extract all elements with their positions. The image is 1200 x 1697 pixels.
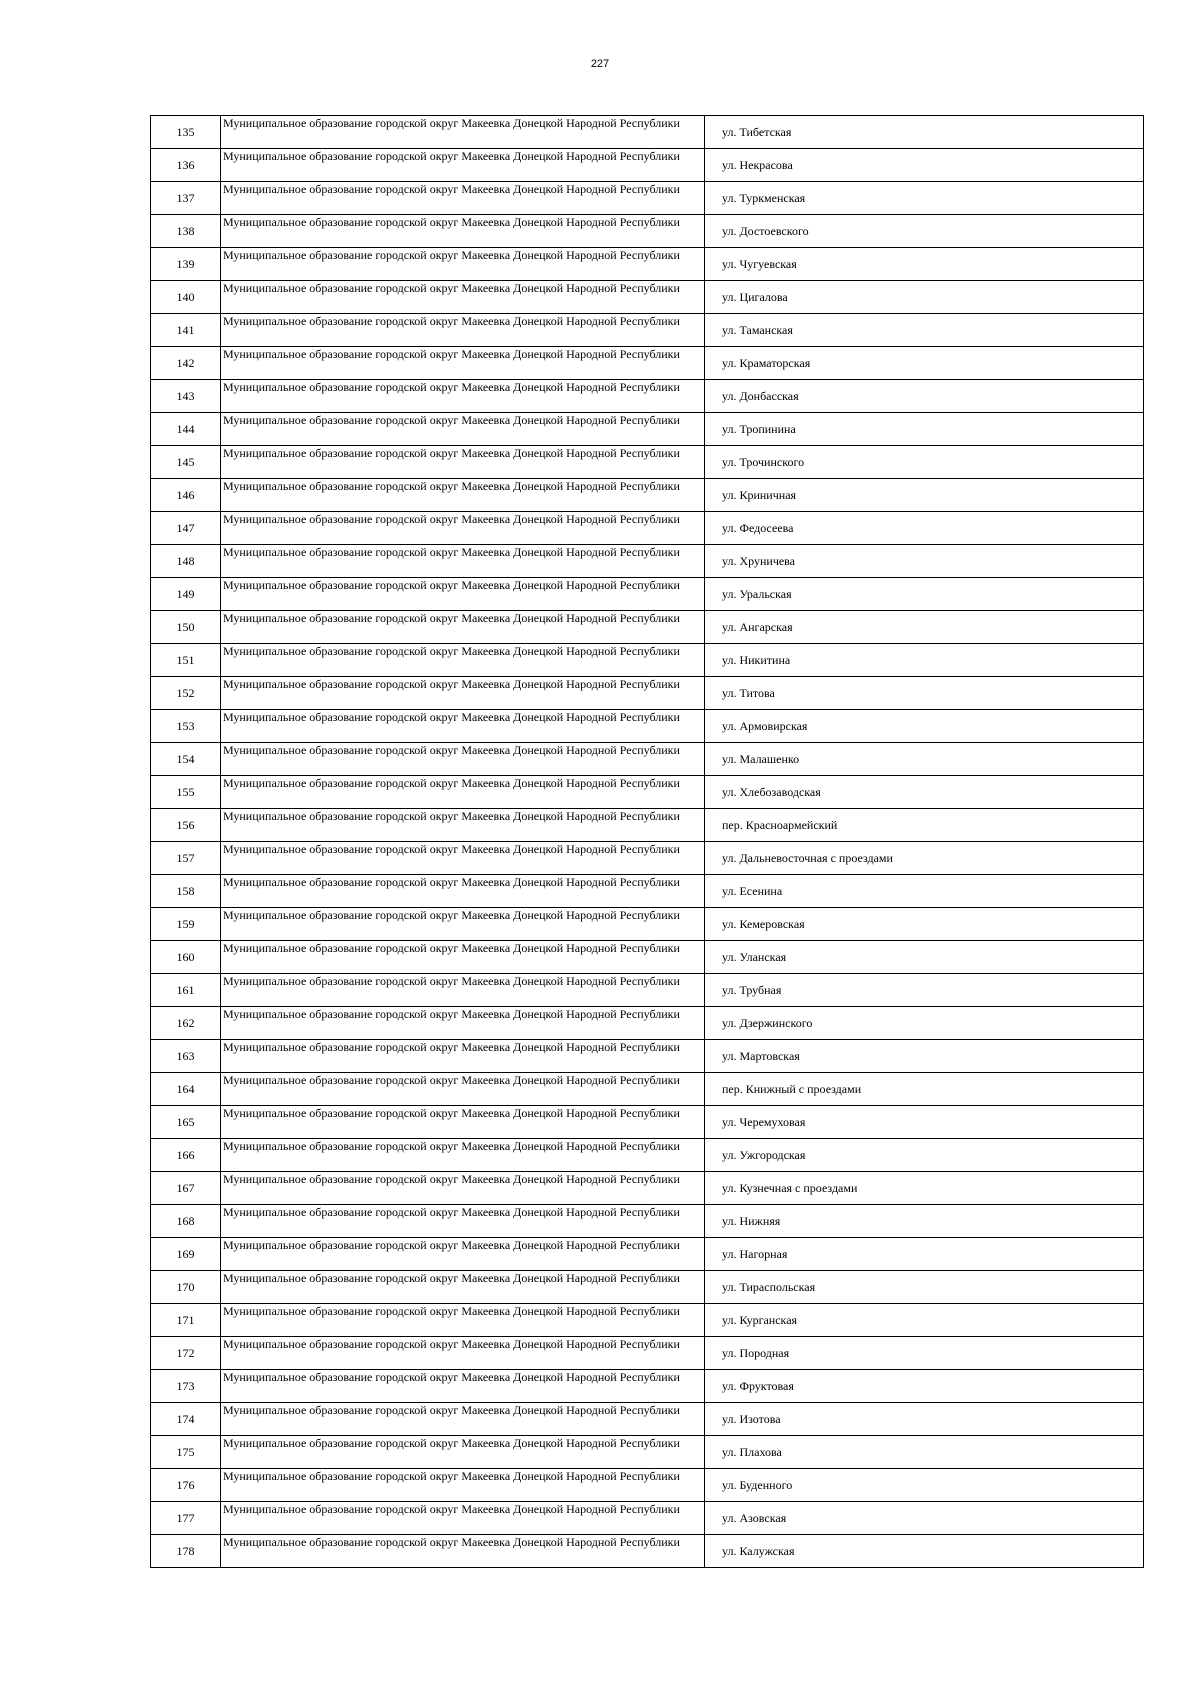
- municipality-cell: Муниципальное образование городской округ Макеевка Донецкой Народной Республики: [221, 479, 705, 512]
- row-number-cell: 175: [151, 1436, 221, 1469]
- street-cell: ул. Хруничева: [705, 545, 1144, 578]
- row-number-cell: 151: [151, 644, 221, 677]
- table-row: [151, 908, 1144, 941]
- street-cell: ул. Некрасова: [705, 149, 1144, 182]
- street-cell: ул. Породная: [705, 1337, 1144, 1370]
- municipality-cell: Муниципальное образование городской округ Макеевка Донецкой Народной Республики: [221, 1007, 705, 1040]
- table-row: [151, 182, 1144, 215]
- row-number-cell: 161: [151, 974, 221, 1007]
- row-number-cell: 167: [151, 1172, 221, 1205]
- municipality-cell: Муниципальное образование городской округ Макеевка Донецкой Народной Республики: [221, 578, 705, 611]
- row-number-cell: 145: [151, 446, 221, 479]
- table-row: [151, 1205, 1144, 1238]
- municipality-cell: Муниципальное образование городской округ Макеевка Донецкой Народной Республики: [221, 941, 705, 974]
- street-cell: ул. Краматорская: [705, 347, 1144, 380]
- table-row: [151, 479, 1144, 512]
- row-number-cell: 155: [151, 776, 221, 809]
- row-number-cell: 139: [151, 248, 221, 281]
- table-row: [151, 1469, 1144, 1502]
- row-number-cell: 174: [151, 1403, 221, 1436]
- streets-table: [150, 115, 1144, 1568]
- table-row: [151, 1535, 1144, 1568]
- street-cell: ул. Дзержинского: [705, 1007, 1144, 1040]
- municipality-cell: Муниципальное образование городской округ Макеевка Донецкой Народной Республики: [221, 1403, 705, 1436]
- row-number-cell: 138: [151, 215, 221, 248]
- table-row: [151, 413, 1144, 446]
- table-row: [151, 314, 1144, 347]
- table-row: [151, 1139, 1144, 1172]
- row-number-cell: 168: [151, 1205, 221, 1238]
- table-row: [151, 1040, 1144, 1073]
- row-number-cell: 170: [151, 1271, 221, 1304]
- street-cell: ул. Трубная: [705, 974, 1144, 1007]
- municipality-cell: Муниципальное образование городской округ Макеевка Донецкой Народной Республики: [221, 908, 705, 941]
- table-row: [151, 347, 1144, 380]
- municipality-cell: Муниципальное образование городской округ Макеевка Донецкой Народной Республики: [221, 1106, 705, 1139]
- table-row: [151, 842, 1144, 875]
- street-cell: ул. Тираспольская: [705, 1271, 1144, 1304]
- row-number-cell: 144: [151, 413, 221, 446]
- table-row: [151, 281, 1144, 314]
- row-number-cell: 160: [151, 941, 221, 974]
- municipality-cell: Муниципальное образование городской округ Макеевка Донецкой Народной Республики: [221, 1205, 705, 1238]
- municipality-cell: Муниципальное образование городской округ Макеевка Донецкой Народной Республики: [221, 1337, 705, 1370]
- street-cell: ул. Малашенко: [705, 743, 1144, 776]
- municipality-cell: Муниципальное образование городской округ Макеевка Донецкой Народной Республики: [221, 842, 705, 875]
- street-cell: ул. Фруктовая: [705, 1370, 1144, 1403]
- row-number-cell: 162: [151, 1007, 221, 1040]
- table-row: [151, 1073, 1144, 1106]
- table-body: [151, 116, 1144, 1568]
- row-number-cell: 157: [151, 842, 221, 875]
- row-number-cell: 165: [151, 1106, 221, 1139]
- table-row: [151, 1106, 1144, 1139]
- table-row: [151, 809, 1144, 842]
- row-number-cell: 176: [151, 1469, 221, 1502]
- municipality-cell: Муниципальное образование городской округ Макеевка Донецкой Народной Республики: [221, 314, 705, 347]
- table-row: [151, 776, 1144, 809]
- municipality-cell: Муниципальное образование городской округ Макеевка Донецкой Народной Республики: [221, 248, 705, 281]
- table-row: [151, 149, 1144, 182]
- table-row: [151, 1370, 1144, 1403]
- table-row: [151, 1337, 1144, 1370]
- municipality-cell: Муниципальное образование городской округ Макеевка Донецкой Народной Республики: [221, 1370, 705, 1403]
- municipality-cell: Муниципальное образование городской округ Макеевка Донецкой Народной Республики: [221, 1436, 705, 1469]
- table-row: [151, 1436, 1144, 1469]
- municipality-cell: Муниципальное образование городской округ Макеевка Донецкой Народной Республики: [221, 809, 705, 842]
- street-cell: ул. Буденного: [705, 1469, 1144, 1502]
- street-cell: ул. Таманская: [705, 314, 1144, 347]
- street-cell: ул. Азовская: [705, 1502, 1144, 1535]
- street-cell: ул. Есенина: [705, 875, 1144, 908]
- row-number-cell: 150: [151, 611, 221, 644]
- row-number-cell: 164: [151, 1073, 221, 1106]
- table-row: [151, 1172, 1144, 1205]
- municipality-cell: Муниципальное образование городской округ Макеевка Донецкой Народной Республики: [221, 1502, 705, 1535]
- municipality-cell: Муниципальное образование городской округ Макеевка Донецкой Народной Республики: [221, 545, 705, 578]
- table-row: [151, 644, 1144, 677]
- municipality-cell: Муниципальное образование городской округ Макеевка Донецкой Народной Республики: [221, 380, 705, 413]
- row-number-cell: 148: [151, 545, 221, 578]
- table-row: [151, 248, 1144, 281]
- municipality-cell: Муниципальное образование городской округ Макеевка Донецкой Народной Республики: [221, 1271, 705, 1304]
- row-number-cell: 152: [151, 677, 221, 710]
- row-number-cell: 178: [151, 1535, 221, 1568]
- street-cell: ул. Никитина: [705, 644, 1144, 677]
- street-cell: ул. Черемуховая: [705, 1106, 1144, 1139]
- municipality-cell: Муниципальное образование городской округ Макеевка Донецкой Народной Республики: [221, 1139, 705, 1172]
- table-row: [151, 1007, 1144, 1040]
- page-number: 227: [590, 58, 610, 70]
- street-cell: ул. Уральская: [705, 578, 1144, 611]
- table-row: [151, 545, 1144, 578]
- street-cell: ул. Чугуевская: [705, 248, 1144, 281]
- street-cell: ул. Ужгородская: [705, 1139, 1144, 1172]
- row-number-cell: 140: [151, 281, 221, 314]
- municipality-cell: Муниципальное образование городской округ Макеевка Донецкой Народной Республики: [221, 743, 705, 776]
- table-row: [151, 512, 1144, 545]
- row-number-cell: 177: [151, 1502, 221, 1535]
- municipality-cell: Муниципальное образование городской округ Макеевка Донецкой Народной Республики: [221, 512, 705, 545]
- row-number-cell: 166: [151, 1139, 221, 1172]
- street-cell: ул. Нагорная: [705, 1238, 1144, 1271]
- row-number-cell: 146: [151, 479, 221, 512]
- row-number-cell: 169: [151, 1238, 221, 1271]
- street-cell: ул. Ангарская: [705, 611, 1144, 644]
- row-number-cell: 143: [151, 380, 221, 413]
- municipality-cell: Муниципальное образование городской округ Макеевка Донецкой Народной Республики: [221, 281, 705, 314]
- municipality-cell: Муниципальное образование городской округ Макеевка Донецкой Народной Республики: [221, 1073, 705, 1106]
- municipality-cell: Муниципальное образование городской округ Макеевка Донецкой Народной Республики: [221, 611, 705, 644]
- row-number-cell: 172: [151, 1337, 221, 1370]
- street-cell: ул. Криничная: [705, 479, 1144, 512]
- street-cell: ул. Трочинского: [705, 446, 1144, 479]
- municipality-cell: Муниципальное образование городской округ Макеевка Донецкой Народной Республики: [221, 215, 705, 248]
- table-row: [151, 578, 1144, 611]
- municipality-cell: Муниципальное образование городской округ Макеевка Донецкой Народной Республики: [221, 875, 705, 908]
- municipality-cell: Муниципальное образование городской округ Макеевка Донецкой Народной Республики: [221, 446, 705, 479]
- row-number-cell: 159: [151, 908, 221, 941]
- row-number-cell: 163: [151, 1040, 221, 1073]
- row-number-cell: 147: [151, 512, 221, 545]
- street-cell: ул. Армовирская: [705, 710, 1144, 743]
- street-cell: ул. Уланская: [705, 941, 1144, 974]
- street-cell: ул. Цигалова: [705, 281, 1144, 314]
- row-number-cell: 156: [151, 809, 221, 842]
- municipality-cell: Муниципальное образование городской округ Макеевка Донецкой Народной Республики: [221, 149, 705, 182]
- street-cell: ул. Тибетская: [705, 116, 1144, 149]
- street-cell: ул. Донбасская: [705, 380, 1144, 413]
- table-row: [151, 710, 1144, 743]
- row-number-cell: 153: [151, 710, 221, 743]
- municipality-cell: Муниципальное образование городской округ Макеевка Донецкой Народной Республики: [221, 182, 705, 215]
- table-row: [151, 1403, 1144, 1436]
- street-cell: ул. Плахова: [705, 1436, 1144, 1469]
- street-cell: ул. Титова: [705, 677, 1144, 710]
- table-row: [151, 974, 1144, 1007]
- table-row: [151, 743, 1144, 776]
- street-cell: ул. Калужская: [705, 1535, 1144, 1568]
- municipality-cell: Муниципальное образование городской округ Макеевка Донецкой Народной Республики: [221, 776, 705, 809]
- street-cell: ул. Кузнечная с проездами: [705, 1172, 1144, 1205]
- municipality-cell: Муниципальное образование городской округ Макеевка Донецкой Народной Республики: [221, 644, 705, 677]
- municipality-cell: Муниципальное образование городской округ Макеевка Донецкой Народной Республики: [221, 1304, 705, 1337]
- table-row: [151, 1238, 1144, 1271]
- municipality-cell: Муниципальное образование городской округ Макеевка Донецкой Народной Республики: [221, 677, 705, 710]
- street-cell: ул. Изотова: [705, 1403, 1144, 1436]
- municipality-cell: Муниципальное образование городской округ Макеевка Донецкой Народной Республики: [221, 1469, 705, 1502]
- table-row: [151, 1271, 1144, 1304]
- row-number-cell: 154: [151, 743, 221, 776]
- street-cell: ул. Достоевского: [705, 215, 1144, 248]
- table-row: [151, 215, 1144, 248]
- row-number-cell: 142: [151, 347, 221, 380]
- table-row: [151, 446, 1144, 479]
- street-cell: ул. Курганская: [705, 1304, 1144, 1337]
- street-cell: пер. Книжный с проездами: [705, 1073, 1144, 1106]
- row-number-cell: 173: [151, 1370, 221, 1403]
- street-cell: ул. Нижняя: [705, 1205, 1144, 1238]
- row-number-cell: 149: [151, 578, 221, 611]
- municipality-cell: Муниципальное образование городской округ Макеевка Донецкой Народной Республики: [221, 1238, 705, 1271]
- row-number-cell: 158: [151, 875, 221, 908]
- table-row: [151, 1304, 1144, 1337]
- street-cell: ул. Туркменская: [705, 182, 1144, 215]
- row-number-cell: 136: [151, 149, 221, 182]
- street-cell: ул. Кемеровская: [705, 908, 1144, 941]
- municipality-cell: Муниципальное образование городской округ Макеевка Донецкой Народной Республики: [221, 413, 705, 446]
- table-row: [151, 941, 1144, 974]
- municipality-cell: Муниципальное образование городской округ Макеевка Донецкой Народной Республики: [221, 1535, 705, 1568]
- street-cell: ул. Федосеева: [705, 512, 1144, 545]
- street-cell: ул. Тропинина: [705, 413, 1144, 446]
- table-row: [151, 1502, 1144, 1535]
- table-row: [151, 677, 1144, 710]
- municipality-cell: Муниципальное образование городской округ Макеевка Донецкой Народной Республики: [221, 347, 705, 380]
- municipality-cell: Муниципальное образование городской округ Макеевка Донецкой Народной Республики: [221, 1040, 705, 1073]
- row-number-cell: 141: [151, 314, 221, 347]
- municipality-cell: Муниципальное образование городской округ Макеевка Донецкой Народной Республики: [221, 1172, 705, 1205]
- row-number-cell: 171: [151, 1304, 221, 1337]
- street-cell: ул. Дальневосточная с проездами: [705, 842, 1144, 875]
- table-row: [151, 875, 1144, 908]
- street-cell: ул. Хлебозаводская: [705, 776, 1144, 809]
- table-row: [151, 380, 1144, 413]
- municipality-cell: Муниципальное образование городской округ Макеевка Донецкой Народной Республики: [221, 974, 705, 1007]
- street-cell: ул. Мартовская: [705, 1040, 1144, 1073]
- table-row: [151, 611, 1144, 644]
- municipality-cell: Муниципальное образование городской округ Макеевка Донецкой Народной Республики: [221, 710, 705, 743]
- row-number-cell: 135: [151, 116, 221, 149]
- municipality-cell: Муниципальное образование городской округ Макеевка Донецкой Народной Республики: [221, 116, 705, 149]
- row-number-cell: 137: [151, 182, 221, 215]
- table-row: [151, 116, 1144, 149]
- street-cell: пер. Красноармейский: [705, 809, 1144, 842]
